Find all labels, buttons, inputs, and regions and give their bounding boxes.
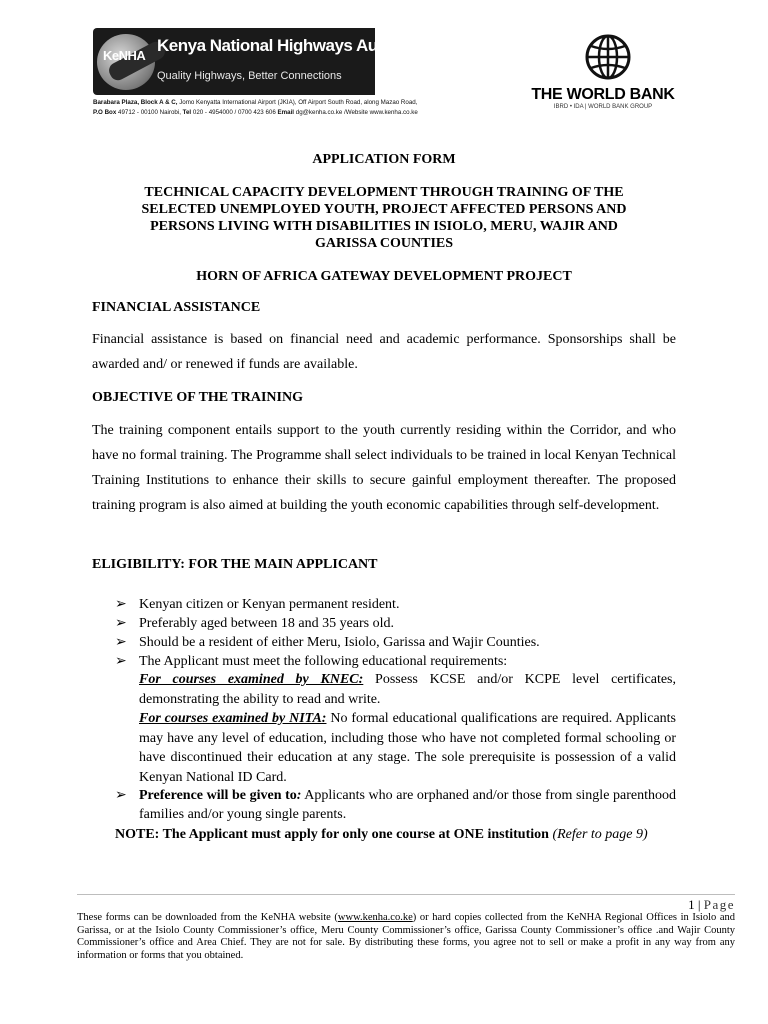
kenha-address-line-2: P.O Box 49712 - 00100 Nairobi, Tel 020 - 4954000 / 0700 423 606 Email dg@kenha.co.ke /Website www.kenha.co.ke — [93, 109, 418, 116]
list-item: ➢ The Applicant must meet the following educational requirements: — [115, 654, 508, 669]
footer-divider — [77, 894, 735, 895]
nita-label: For courses examined by NITA: — [139, 711, 327, 726]
world-bank-logo — [528, 34, 678, 114]
arrow-bullet-icon: ➢ — [115, 654, 127, 669]
list-item: ➢ Preference will be given to: Applicants who are orphaned and/or those from single parenthood families and/or young single parents. — [115, 788, 676, 822]
form-title: APPLICATION FORM — [312, 152, 456, 167]
footer-text: These forms can be downloaded from the KeNHA website (www.kenha.co.ke) or hard copies collected from the KeNHA Regional Offices in Isiolo and Garissa, or at the Isiolo County Commissioner’s office, Meru County Commissioner’s office, Garissa County Commissioner’s office .and Wajir County Commissioner’s office and Area Chief. They are not for sale. By distributing these forms, you agree not to sell or make a profit in any way from any information or forms that you obtained. — [77, 912, 735, 961]
eligibility-heading: ELIGIBILITY: FOR THE MAIN APPLICANT — [92, 557, 378, 572]
world-bank-subtitle: IBRD • IDA | WORLD BANK GROUP — [553, 104, 653, 110]
note-paragraph: NOTE: The Applicant must apply for only one course at ONE institution (Refer to page 9) — [115, 827, 648, 842]
knec-label: For courses examined by KNEC: — [139, 672, 364, 687]
kenha-abbr: KeNHA — [103, 48, 146, 63]
preference-list — [115, 786, 676, 824]
knec-requirement: For courses examined by KNEC: Possess KCSE and/or KCPE level certificates, demonstrating the ability to read and write. — [139, 672, 676, 707]
financial-paragraph: Financial assistance is based on financial need and academic performance. Sponsorships shall be awarded and/ or renewed if funds are available. — [92, 332, 676, 372]
kenha-title: Kenya National Highways Authority — [157, 36, 428, 55]
arrow-bullet-icon: ➢ — [115, 788, 127, 803]
list-item: ➢ Should be a resident of either Meru, Isiolo, Garissa and Wajir Counties. — [115, 635, 540, 650]
kenha-logo — [93, 28, 428, 95]
kenha-website-link[interactable]: www.kenha.co.ke — [337, 912, 413, 923]
kenha-tagline: Quality Highways, Better Connections — [157, 70, 342, 82]
project-title: HORN OF AFRICA GATEWAY DEVELOPMENT PROJECT — [196, 269, 572, 284]
arrow-bullet-icon: ➢ — [115, 616, 127, 631]
kenha-address-line-1: Barabara Plaza, Block A & C, Jomo Kenyatta International Airport (JKIA), Off Airport South Road, along Mazao Road, — [93, 99, 418, 106]
arrow-bullet-icon: ➢ — [115, 635, 127, 650]
kenha-address — [93, 98, 418, 118]
nita-requirement: For courses examined by NITA: No formal educational qualifications are required. Applicants may have any level of education, including those who have not completed formal schooling or have discontinued their education at any stage. The sole prerequisite is possession of a valid Kenyan National ID Card. — [139, 711, 676, 785]
kenha-badge-icon — [97, 34, 155, 90]
list-item: ➢ Preferably aged between 18 and 35 years old. — [115, 616, 395, 631]
arrow-bullet-icon: ➢ — [115, 597, 127, 612]
form-subtitle: TECHNICAL CAPACITY DEVELOPMENT THROUGH TRAINING OF THE SELECTED UNEMPLOYED YOUTH, PROJECT AFFECTED PERSONS AND PERSONS LIVING WITH DISABILITIES IN ISIOLO, MERU, WAJIR AND GARISSA COUNTIES — [141, 185, 627, 251]
globe-icon — [585, 34, 631, 80]
page-number: 1 | Page — [688, 897, 735, 912]
eligibility-list — [115, 595, 676, 671]
objective-paragraph: The training component entails support to the youth currently residing within the Corridor, and who have no formal training. The Programme shall select individuals to be trained in local Kenyan Technical Training Institutions to enhance their skills to secure gainful employment thereafter. The proposed training program is also aimed at building the youth economic capabilities through self-development. — [92, 423, 676, 513]
objective-heading: OBJECTIVE OF THE TRAINING — [92, 390, 303, 405]
list-item: ➢ Kenyan citizen or Kenyan permanent resident. — [115, 597, 400, 612]
financial-heading: FINANCIAL ASSISTANCE — [92, 300, 261, 315]
world-bank-name: THE WORLD BANK — [531, 86, 675, 103]
